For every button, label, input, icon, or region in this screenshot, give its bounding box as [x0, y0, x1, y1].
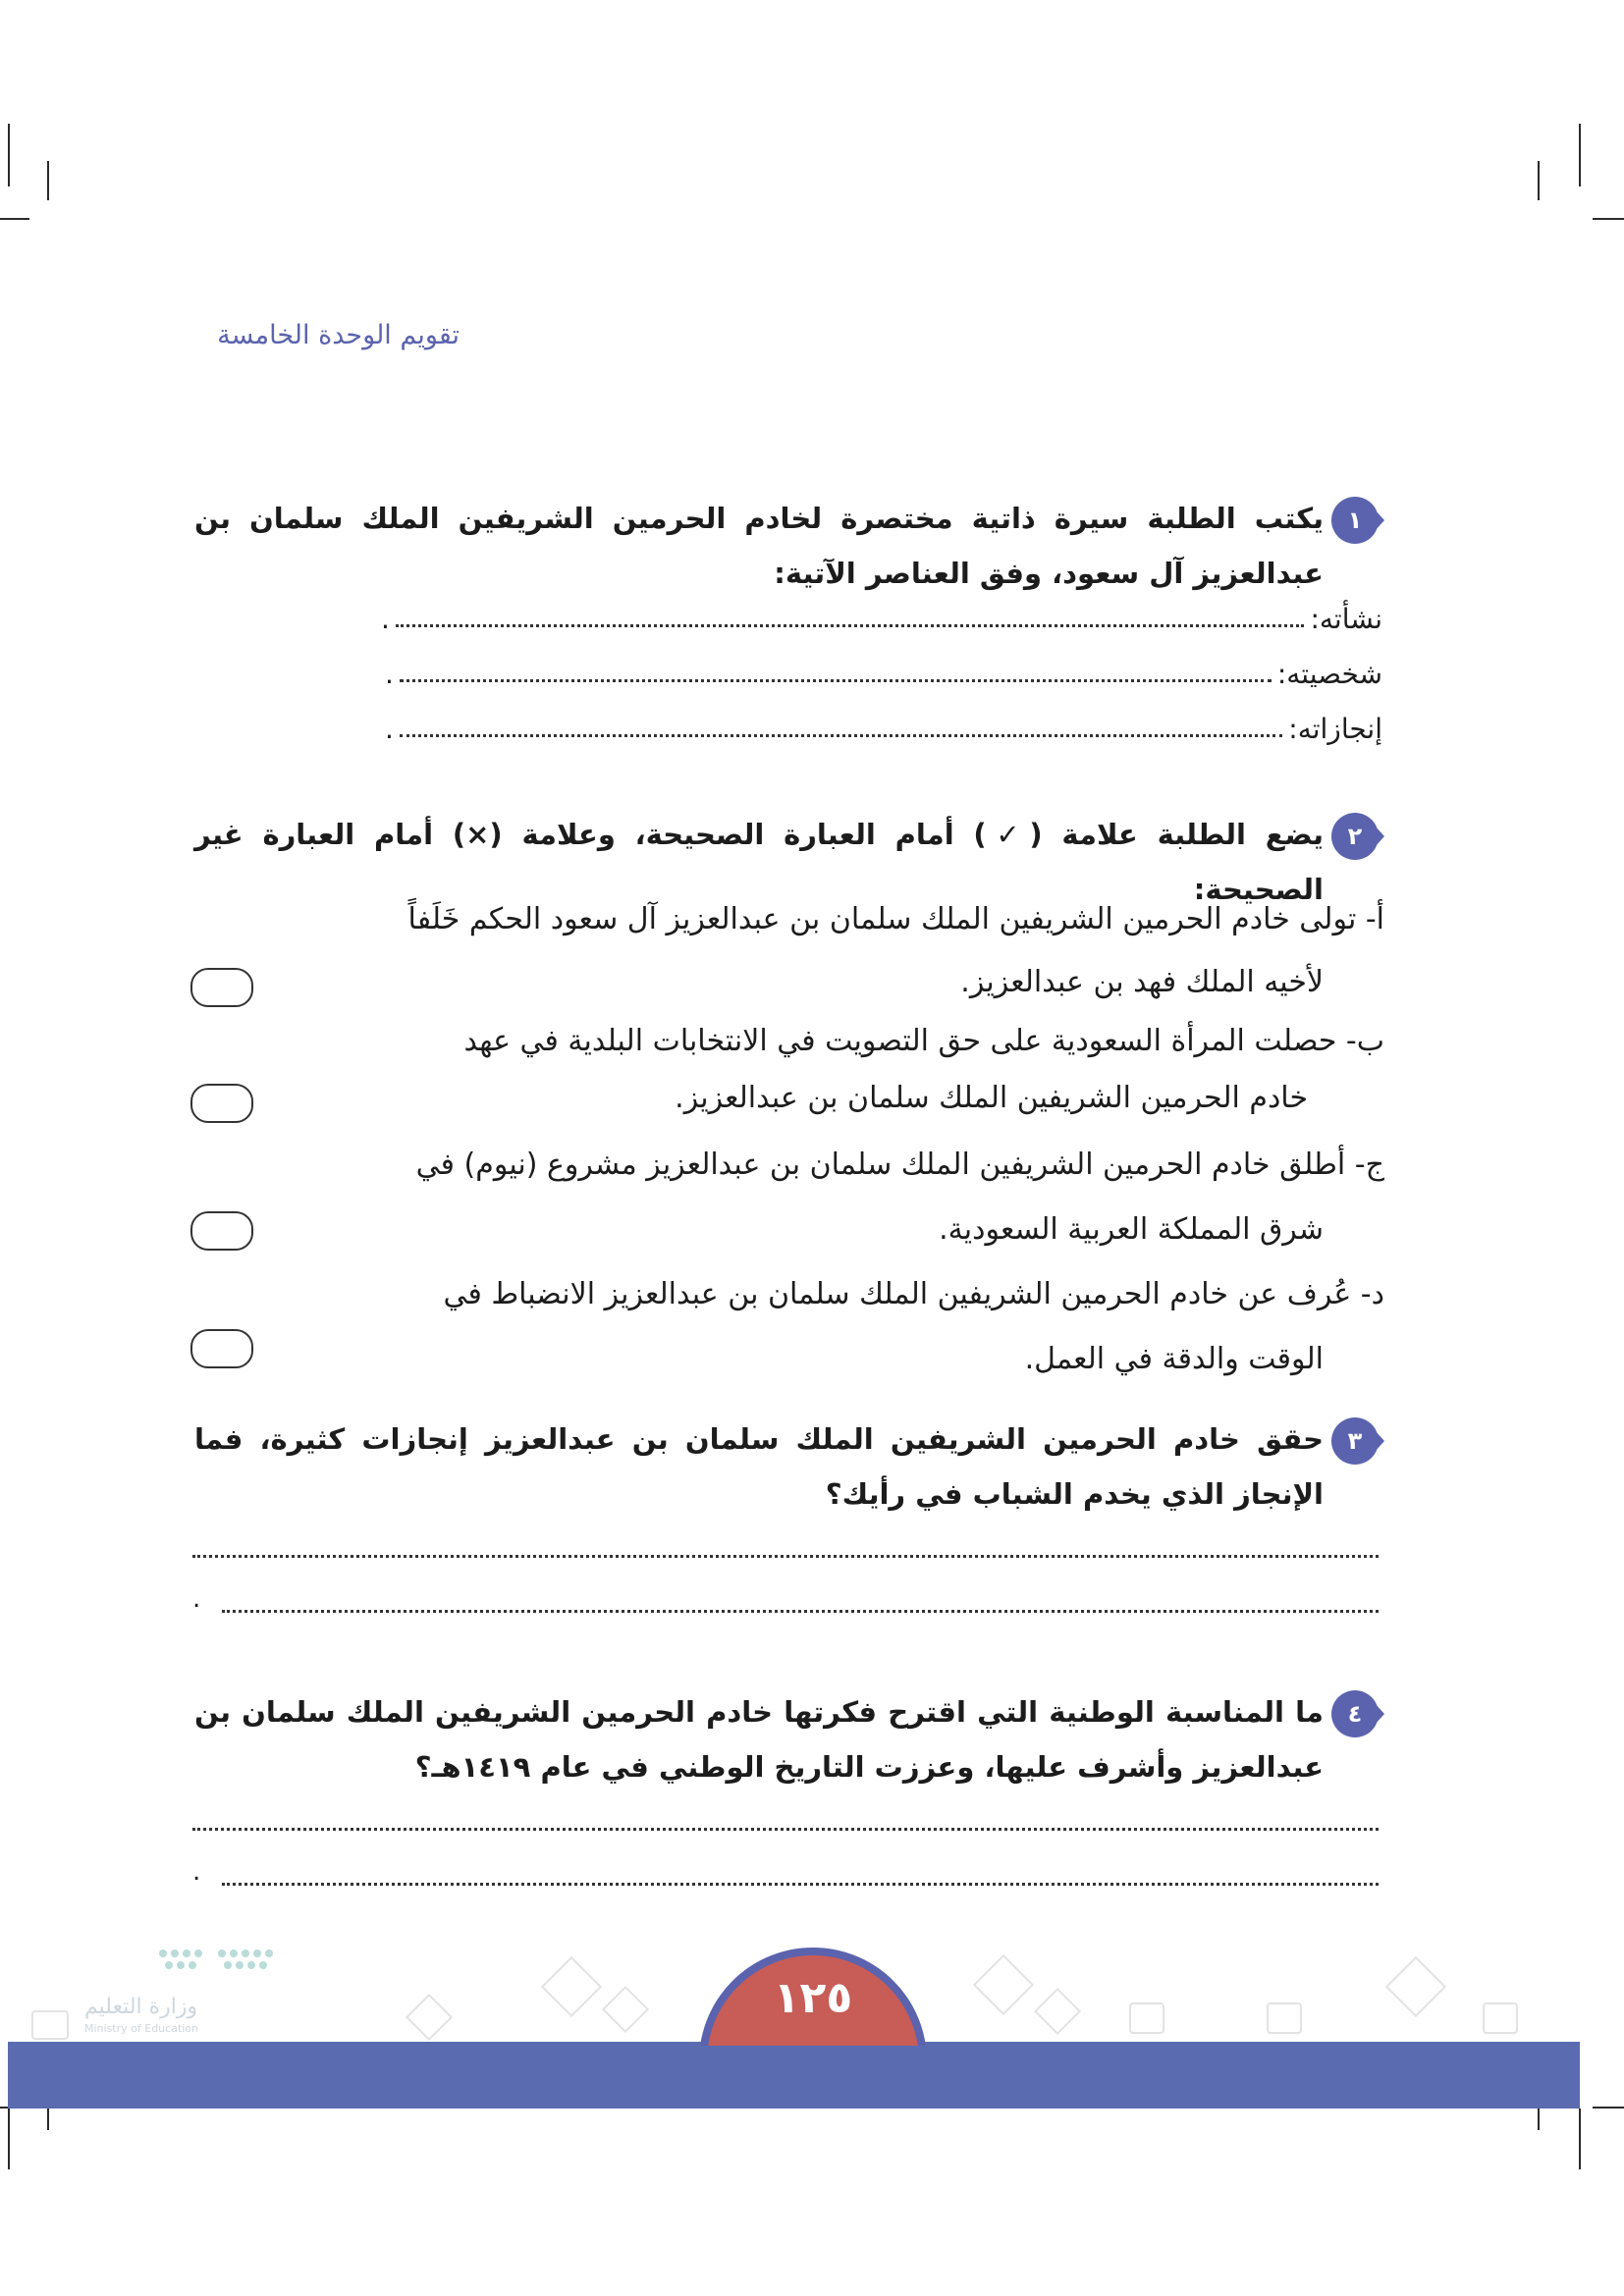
question-text: يكتب الطلبة سيرة ذاتية مختصرة لخادم الحرمين الشريفين الملك سلمان بن عبدالعزيز آل سعود، وفق العناصر الآتية:: [194, 502, 1324, 590]
line-end-mark: .: [192, 1584, 201, 1614]
decorative-pattern: [1385, 1956, 1446, 2017]
page-number: ١٢٥: [773, 1973, 853, 2023]
answer-box-b[interactable]: [190, 1084, 253, 1123]
crop-mark: [8, 124, 10, 187]
crop-mark: [8, 2109, 10, 2169]
decorative-pattern: [1034, 1988, 1081, 2035]
answer-line[interactable]: [222, 1610, 1379, 1613]
dotted-line: [400, 679, 1272, 682]
question-text: حقق خادم الحرمين الشريفين الملك سلمان بن عبدالعزيز إنجازات كثيرة، فما الإنجاز الذي يخدم الشباب في رأيك؟: [194, 1422, 1324, 1511]
line-end-mark: .: [192, 1857, 201, 1887]
question-text: يضع الطلبة علامة (✓) أمام العبارة الصحيحة، وعلامة (×) أمام العبارة غير الصحيحة:: [194, 818, 1324, 906]
question-number: ٣: [1331, 1417, 1379, 1465]
section-title: تقويم الوحدة الخامسة: [217, 320, 460, 350]
field-line-personality[interactable]: [385, 658, 1382, 690]
crop-mark: [1538, 161, 1540, 200]
logo-dots-icon: [153, 1944, 369, 1983]
statement-c-line1: ج- أطلق خادم الحرمين الشريفين الملك سلمان بن عبدالعزيز مشروع (نيوم) في: [415, 1148, 1384, 1182]
answer-line[interactable]: [222, 1883, 1379, 1886]
decorative-pattern: [1267, 2002, 1302, 2034]
statement-a-line1: أ- تولى خادم الحرمين الشريفين الملك سلمان بن عبدالعزيز آل سعود الحكم خَلَفاً: [407, 902, 1384, 936]
question-number: ٤: [1331, 1690, 1379, 1737]
statement-a-line2: لأخيه الملك فهد بن عبدالعزيز.: [960, 965, 1324, 999]
dotted-line: [396, 624, 1305, 627]
crop-mark: [0, 218, 29, 220]
statement-d-line2: الوقت والدقة في العمل.: [1024, 1342, 1324, 1376]
answer-line[interactable]: [192, 1555, 1379, 1558]
ministry-logo: [84, 1936, 300, 2054]
crop-mark: [1593, 2107, 1624, 2109]
answer-box-d[interactable]: [190, 1329, 253, 1368]
ministry-name: وزارة التعليم: [84, 1995, 198, 2019]
statement-b-line2: خادم الحرمين الشريفين الملك سلمان بن عبدالعزيز.: [675, 1081, 1308, 1115]
decorative-pattern: [973, 1954, 1034, 2015]
answer-line[interactable]: [192, 1828, 1379, 1831]
field-end: .: [381, 603, 390, 635]
field-line-upbringing[interactable]: [381, 603, 1382, 635]
decorative-pattern: [1129, 2002, 1164, 2034]
statement-d-line1: د- عُرف عن خادم الحرمين الشريفين الملك سلمان بن عبدالعزيز الانضباط في: [443, 1277, 1384, 1311]
crop-mark: [1579, 2109, 1581, 2169]
field-label: شخصيته:: [1276, 658, 1382, 690]
ministry-name-en: Ministry of Education: [84, 2022, 199, 2035]
dotted-line: [400, 734, 1282, 737]
question-number: ٢: [1331, 813, 1379, 860]
crop-mark: [1579, 124, 1581, 187]
decorative-pattern: [602, 1986, 649, 2033]
statement-c-line2: شرق المملكة العربية السعودية.: [939, 1212, 1324, 1247]
decorative-pattern: [406, 1994, 453, 2041]
field-label: نشأته:: [1310, 603, 1382, 635]
field-label: إنجازاته:: [1288, 713, 1382, 745]
decorative-pattern: [31, 2010, 69, 2040]
footer-band: [8, 2042, 1580, 2109]
answer-box-c[interactable]: [190, 1211, 253, 1251]
question-number: ١: [1331, 497, 1379, 544]
field-end: .: [385, 713, 394, 745]
field-end: .: [385, 658, 394, 690]
decorative-pattern: [541, 1956, 602, 2017]
crop-mark: [47, 161, 49, 200]
answer-box-a[interactable]: [190, 968, 253, 1007]
statement-b-line1: ب- حصلت المرأة السعودية على حق التصويت في الانتخابات البلدية في عهد: [463, 1024, 1384, 1058]
crop-mark: [1593, 218, 1624, 220]
question-text: ما المناسبة الوطنية التي اقترح فكرتها خادم الحرمين الشريفين الملك سلمان بن عبدالعزيز وأشرف عليها، وعززت التاريخ الوطني في عام ١٤١٩هـ؟: [194, 1695, 1324, 1784]
decorative-pattern: [1483, 2002, 1518, 2034]
field-line-achievements[interactable]: [385, 713, 1382, 745]
